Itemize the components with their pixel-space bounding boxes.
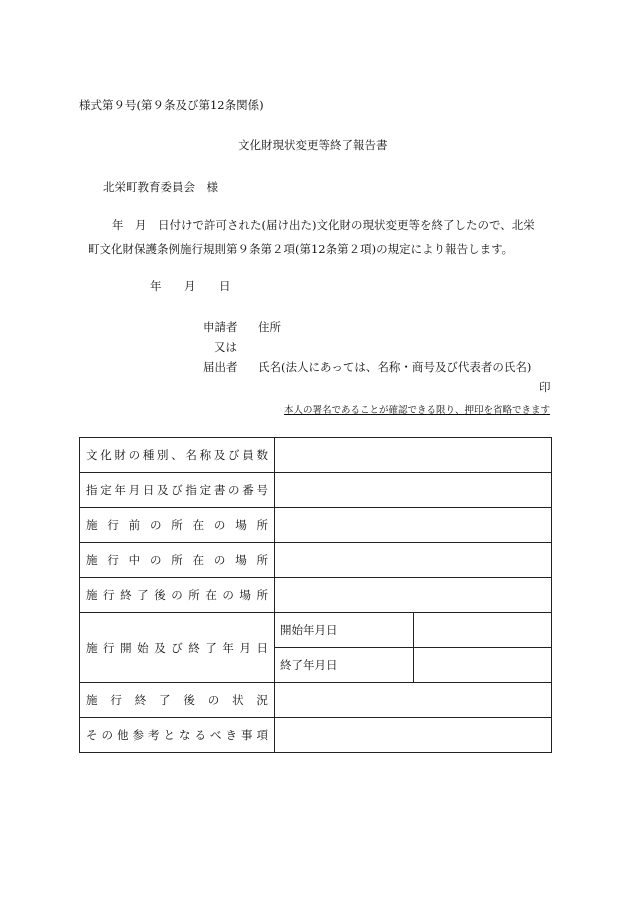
label-char: 月 xyxy=(128,483,141,497)
value-cell[interactable] xyxy=(275,578,552,613)
label-char: 場 xyxy=(235,518,247,532)
document-title: 文化財現状変更等終了報告書 xyxy=(238,138,388,152)
label-char: 況 xyxy=(256,693,268,707)
label-char: 施 xyxy=(86,553,98,567)
table-row xyxy=(80,473,552,508)
seal-omission-note: 本人の署名であることが確認できる限り、押印を省略できます xyxy=(283,405,550,416)
label-char: 日 xyxy=(142,483,155,497)
label-char: 了 xyxy=(205,640,217,655)
label-char: 指 xyxy=(86,483,98,497)
label-char: 及 xyxy=(157,483,169,497)
label-char: 年 xyxy=(222,640,234,655)
label-char: 所 xyxy=(256,588,268,602)
value-cell[interactable] xyxy=(275,473,552,508)
label-char: る xyxy=(194,728,206,742)
label-text xyxy=(86,517,274,533)
label-char: 終 xyxy=(188,640,200,655)
date-month: 月 xyxy=(184,279,196,293)
row-label xyxy=(80,473,275,508)
label-text xyxy=(86,447,274,463)
row-label xyxy=(80,508,275,543)
label-char: べ xyxy=(210,728,222,742)
label-char: そ xyxy=(86,728,98,742)
label-char: 後 xyxy=(183,693,195,707)
label-char: 員 xyxy=(242,448,254,462)
label-char: 号 xyxy=(256,483,268,497)
start-date-label: 開始年月日 xyxy=(275,613,414,648)
label-char: 日 xyxy=(256,640,268,655)
label-char: 施 xyxy=(86,588,98,602)
label-char: 数 xyxy=(256,448,268,462)
label-char: 始 xyxy=(137,640,149,655)
table-row xyxy=(80,438,552,473)
date-day: 日 xyxy=(219,279,231,293)
label-char: 場 xyxy=(235,553,247,567)
label-char: 及 xyxy=(213,448,226,462)
label-char: 文 xyxy=(86,448,98,462)
label-text xyxy=(86,692,274,708)
label-char: び xyxy=(228,448,240,462)
label-char: 及 xyxy=(154,640,166,655)
label-text xyxy=(86,482,274,498)
table-row xyxy=(80,578,552,613)
label-char: 了 xyxy=(159,693,171,707)
label-char: 在 xyxy=(192,553,205,567)
label-text xyxy=(86,552,274,568)
label-char: 終 xyxy=(120,588,132,602)
label-char: 財 xyxy=(114,448,126,462)
table-row xyxy=(80,683,552,718)
label-char: の xyxy=(222,588,234,602)
label-char: び xyxy=(171,640,183,655)
body-line-1: 年 月 日付けで許可された(届け出た)文化財の現状変更等を終了したので、北栄 xyxy=(112,218,535,232)
applicant-label: 申請者 xyxy=(203,320,238,334)
label-char: の xyxy=(101,728,113,742)
notifier-label: 届出者 xyxy=(203,360,238,374)
label-char: 前 xyxy=(128,518,141,532)
label-char: 所 xyxy=(171,518,183,532)
seal-mark: 印 xyxy=(539,380,551,394)
label-char: 在 xyxy=(205,588,217,602)
label-char: び xyxy=(171,483,183,497)
label-char: 参 xyxy=(132,728,144,742)
row-label xyxy=(80,543,275,578)
form-number: 様式第９号(第９条及び第12条関係) xyxy=(79,98,264,112)
label-char: 項 xyxy=(256,728,268,742)
label-char: の xyxy=(149,518,162,532)
label-char: 施 xyxy=(86,693,98,707)
value-cell[interactable] xyxy=(275,508,552,543)
label-char: 所 xyxy=(256,518,268,532)
label-char: の xyxy=(149,553,162,567)
label-char: 種 xyxy=(142,448,155,462)
or-label: 又は xyxy=(214,340,237,354)
label-char: の xyxy=(128,448,141,462)
row-label xyxy=(80,683,275,718)
label-char: 所 xyxy=(171,553,183,567)
table-row xyxy=(80,543,552,578)
label-char: 番 xyxy=(242,483,254,497)
label-char: 定 xyxy=(199,483,212,497)
label-char: 指 xyxy=(185,483,197,497)
label-char: 行 xyxy=(103,640,115,655)
label-char: の xyxy=(228,483,240,497)
label-char: 行 xyxy=(110,693,122,707)
label-char: き xyxy=(225,728,237,742)
label-char: 状 xyxy=(232,693,244,707)
value-cell[interactable] xyxy=(275,543,552,578)
label-char: 在 xyxy=(192,518,205,532)
row-label xyxy=(80,613,275,683)
label-char: 行 xyxy=(107,518,119,532)
label-char: 、 xyxy=(171,448,183,462)
date-year: 年 xyxy=(150,279,162,293)
row-label xyxy=(80,718,275,753)
label-char: 別 xyxy=(157,448,169,462)
label-char: 定 xyxy=(100,483,112,497)
label-text xyxy=(86,727,274,743)
name-note: 氏名(法人にあっては、名称・商号及び代表者の氏名) xyxy=(258,360,532,374)
label-char: 考 xyxy=(148,728,160,742)
addressee: 北栄町教育委員会 様 xyxy=(103,180,218,194)
label-char: 書 xyxy=(213,483,226,497)
value-cell[interactable] xyxy=(275,683,552,718)
label-char: 月 xyxy=(239,640,251,655)
end-date-value[interactable] xyxy=(413,648,552,683)
label-char: 後 xyxy=(154,588,166,602)
label-char: 場 xyxy=(239,588,251,602)
end-date-label: 終了年月日 xyxy=(275,648,414,683)
label-char: の xyxy=(213,553,226,567)
label-char: の xyxy=(213,518,226,532)
label-text xyxy=(86,587,274,603)
label-char: 開 xyxy=(120,640,132,655)
report-table xyxy=(79,437,552,753)
table-row xyxy=(80,613,552,648)
label-char: 施 xyxy=(86,640,98,655)
table-row xyxy=(80,508,552,543)
label-char: の xyxy=(207,693,220,707)
label-char: 他 xyxy=(117,728,129,742)
label-char: 名 xyxy=(185,448,197,462)
value-cell[interactable] xyxy=(275,438,552,473)
label-char: と xyxy=(163,728,175,742)
label-char: 施 xyxy=(86,518,98,532)
label-char: の xyxy=(171,588,183,602)
label-char: 称 xyxy=(199,448,212,462)
label-char: 終 xyxy=(134,693,147,707)
label-char: 化 xyxy=(100,448,112,462)
body-line-2: 町文化財保護条例施行規則第９条第２項(第12条第２項)の規定により報告します。 xyxy=(88,242,514,256)
label-char: 所 xyxy=(188,588,200,602)
row-label xyxy=(80,578,275,613)
label-char: 中 xyxy=(128,553,141,567)
label-char: 行 xyxy=(103,588,115,602)
label-char: 了 xyxy=(137,588,149,602)
label-char: 事 xyxy=(241,728,253,742)
label-char: 所 xyxy=(256,553,268,567)
table-row xyxy=(80,718,552,753)
address-label: 住所 xyxy=(258,320,281,334)
label-text xyxy=(86,640,274,656)
start-date-value[interactable] xyxy=(413,613,552,648)
label-char: 行 xyxy=(107,553,119,567)
label-char: な xyxy=(179,728,191,742)
value-cell[interactable] xyxy=(275,718,552,753)
label-char: 年 xyxy=(114,483,126,497)
row-label xyxy=(80,438,275,473)
